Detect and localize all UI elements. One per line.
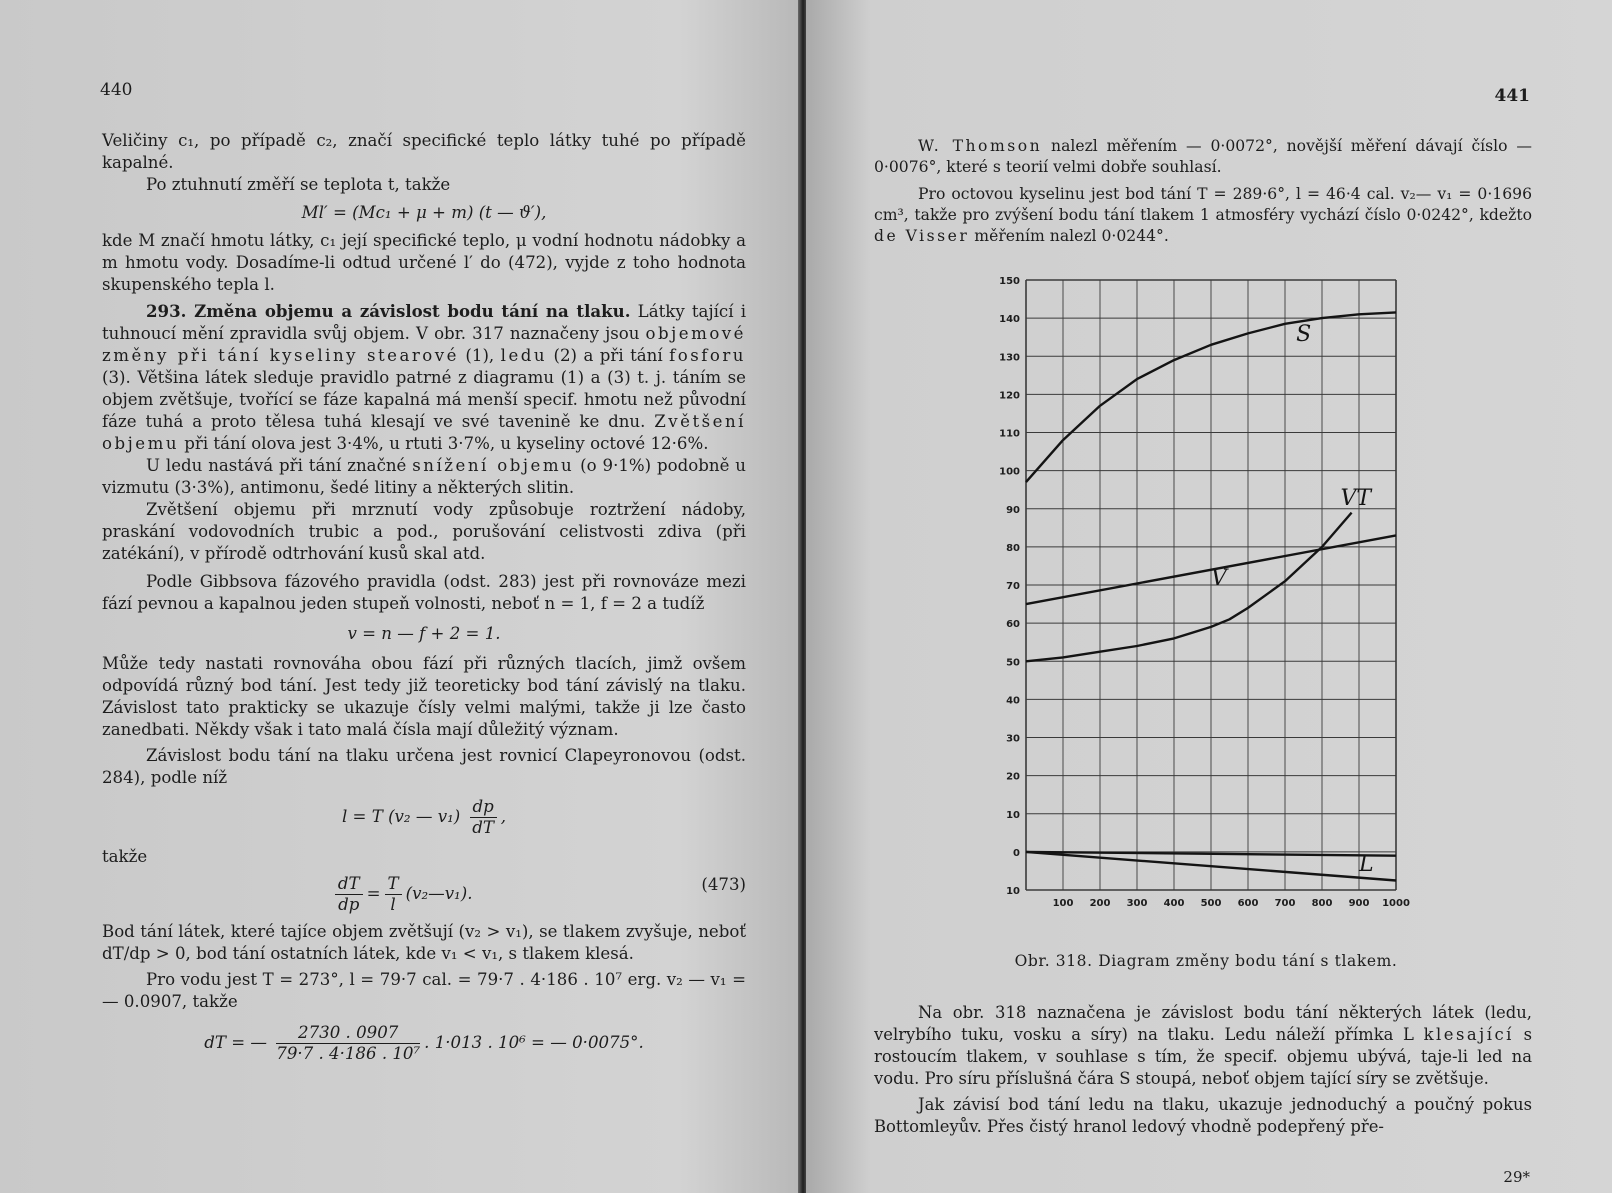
paragraph bbox=[874, 1002, 1532, 1090]
paragraph bbox=[874, 136, 1532, 178]
denominator: dp bbox=[338, 895, 360, 914]
x-tick-labels bbox=[1053, 898, 1410, 909]
left-page-text bbox=[102, 130, 746, 1074]
fraction bbox=[276, 1023, 420, 1064]
x-tick-label: 100 bbox=[1052, 898, 1074, 909]
melting-point-chart bbox=[976, 276, 1416, 936]
paragraph: takže bbox=[102, 847, 148, 866]
numerator: dT bbox=[335, 874, 363, 895]
page-number-right: 441 bbox=[1494, 86, 1530, 106]
fraction bbox=[470, 797, 497, 838]
paragraph bbox=[874, 184, 1532, 247]
x-tick-label: 800 bbox=[1311, 898, 1333, 909]
section-heading: 293. Změna objemu a závislost bodu tání na tlaku. bbox=[146, 301, 631, 321]
text-run: U ledu nastává při tání značné bbox=[146, 456, 413, 475]
equation: Ml′ = (Mc₁ + μ + m) (t — ϑ′), bbox=[301, 203, 547, 222]
y-tick-label: 100 bbox=[999, 466, 1020, 478]
paragraph: Pro vodu jest T = 273°, l = 79·7 cal. = 79·7 . 4·186 . 10⁷ erg. v₂ — v₁ = — 0.0907, takže bbox=[102, 970, 746, 1011]
y-tick-label: 60 bbox=[1006, 619, 1020, 631]
paragraph: Veličiny c₁, po případě c₂, značí specifické teplo látky tuhé po případě kapalné. bbox=[102, 131, 746, 172]
right-page-text-top bbox=[874, 136, 1532, 247]
series-label: VT bbox=[1340, 485, 1372, 511]
y-tick-label: 40 bbox=[1006, 695, 1020, 707]
spaced-text: de Visser bbox=[874, 227, 970, 245]
x-tick-label: 700 bbox=[1274, 898, 1296, 909]
paragraph bbox=[102, 455, 746, 499]
right-page bbox=[806, 0, 1612, 1193]
denominator: 79·7 . 4·186 . 10⁷ bbox=[276, 1044, 421, 1063]
text-run: při tání olova jest 3·4%, u rtuti 3·7%, u kyseliny octové 12·6%. bbox=[179, 434, 709, 453]
denominator: dT bbox=[472, 818, 494, 837]
y-tick-label: 90 bbox=[1006, 504, 1020, 516]
y-tick-label: 150 bbox=[999, 276, 1020, 287]
right-page-text-bottom bbox=[874, 1002, 1532, 1138]
text-run: nalezl měřením — 0·0072°, novější měření dávají číslo — 0·0076°, které s teorií velmi dobře souhlasí. bbox=[874, 137, 1532, 176]
x-tick-label: 1000 bbox=[1382, 898, 1410, 909]
y-tick-label: 10 bbox=[1006, 809, 1020, 821]
numerator: T bbox=[385, 874, 402, 895]
paragraph: kde M značí hmotu látky, c₁ její specifické teplo, μ vodní hodnotu nádobky a m hmotu vody. Dosadíme-li odtud určené l′ do (472), vyjde z toho hodnota skupenského tepla l. bbox=[102, 231, 746, 294]
y-tick-label: 10 bbox=[1006, 886, 1020, 897]
page-number-left: 440 bbox=[100, 80, 133, 100]
numerator: dp bbox=[470, 797, 497, 818]
equation: v = n — f + 2 = 1. bbox=[347, 624, 501, 643]
text-run: Na obr. 318 naznačena je závislost bodu tání některých látek (ledu, velrybího tuku, vosku a síry) na tlaku. Ledu náleží přímka L bbox=[874, 1003, 1532, 1044]
left-page bbox=[0, 0, 800, 1193]
x-tick-label: 200 bbox=[1089, 898, 1111, 909]
y-tick-label: 130 bbox=[999, 352, 1020, 364]
numerator: 2730 . 0907 bbox=[276, 1023, 420, 1044]
y-tick-label: 50 bbox=[1006, 657, 1020, 669]
spaced-text: objemové změny při tání kyseliny stearové bbox=[102, 324, 746, 365]
spaced-text: Zvětšení objemu bbox=[102, 412, 746, 453]
water-equation bbox=[102, 1023, 746, 1064]
equation-text: (v₂—v₁). bbox=[405, 884, 473, 903]
text-run: (2) a při tání bbox=[547, 346, 670, 365]
spaced-text: snížení objemu bbox=[412, 456, 575, 475]
y-tick-label: 30 bbox=[1006, 733, 1020, 745]
text-run: Pro octovou kyselinu jest bod tání T = 289·6°, l = 46·4 cal. v₂— v₁ = 0·1696 cm³, takže pro zvýšení bodu tání tlakem 1 atmosféry vychází číslo 0·0242°, kdežto bbox=[874, 185, 1532, 224]
section-293 bbox=[102, 300, 746, 455]
equation-number: (473) bbox=[701, 875, 746, 894]
figure-caption: Obr. 318. Diagram změny bodu tání s tlakem. bbox=[1014, 952, 1398, 970]
paragraph: Jak závisí bod tání ledu na tlaku, ukazuje jednoduchý a poučný pokus Bottomleyův. Přes čistý hranol ledový vhodně podepřený pře- bbox=[874, 1095, 1532, 1136]
paragraph: Zvětšení objemu při mrznutí vody způsobuje roztržení nádoby, praskání vodovodních trubic a pod., porušování celistvosti zdiva (při zatékání), v přírodě odtrhování kusů skal atd. bbox=[102, 500, 746, 563]
y-tick-label: 20 bbox=[1006, 771, 1020, 783]
x-tick-label: 900 bbox=[1348, 898, 1370, 909]
equation-text: = bbox=[366, 884, 381, 903]
paragraph: Podle Gibbsova fázového pravidla (odst. 283) jest při rovnováze mezi fází pevnou a kapalnou jeden stupeň volnosti, neboť n = 1, f = 2 a tudíž bbox=[102, 572, 746, 613]
fraction bbox=[335, 874, 363, 915]
series-label: V bbox=[1211, 566, 1227, 591]
spaced-text: fosforu bbox=[669, 346, 746, 365]
y-tick-label: 140 bbox=[999, 314, 1020, 326]
x-tick-label: 400 bbox=[1163, 898, 1185, 909]
equation-text: , bbox=[500, 807, 507, 826]
text-run: měřením nalezl 0·0244°. bbox=[969, 227, 1169, 245]
paragraph: Může tedy nastati rovnováha obou fází při různých tlacích, jimž ovšem odpovídá různý bod tání. Jest tedy již teoreticky bod tání závislý na tlaku. Závislost tato prakticky se ukazuje čísly velmi malými, takže ji lze často zanedbati. Někdy však i tato malá čísla mají důležitý význam. bbox=[102, 654, 746, 739]
x-tick-label: 300 bbox=[1126, 898, 1148, 909]
paragraph: Bod tání látek, které tajíce objem zvětšují (v₂ > v₁), se tlakem zvyšuje, neboť dT/dp > 0, bod tání ostatních látek, kde v₁ < v₁, s tlakem klesá. bbox=[102, 922, 746, 963]
text-run: (o 9·1%) podobně u vizmutu (3·3%), antimonu, šedé litiny a některých slitin. bbox=[102, 456, 746, 497]
paragraph: Po ztuhnutí změří se teplota t, takže bbox=[146, 175, 451, 194]
series-line-VT bbox=[1026, 513, 1352, 662]
y-tick-label: 0 bbox=[1013, 847, 1020, 859]
series-label: S bbox=[1296, 322, 1312, 347]
text-run: s rostoucím tlakem, v souhlase s tím, že specif. objemu ubývá, taje-li led na vodu. Pro síru příslušná čára S stoupá, neboť objem tající síry se zvětšuje. bbox=[874, 1025, 1532, 1088]
spaced-text: W. Thomson bbox=[918, 137, 1043, 155]
y-tick-label: 120 bbox=[999, 390, 1020, 402]
spaced-text: ledu bbox=[500, 346, 548, 365]
text-run: Látky tající i tuhnoucí mění zpravidla svůj objem. V obr. 317 naznačeny jsou bbox=[102, 302, 746, 343]
equation-text: dT = — bbox=[204, 1033, 267, 1052]
clapeyron-equation bbox=[102, 797, 746, 838]
y-tick-label: 110 bbox=[999, 428, 1020, 440]
denominator: l bbox=[390, 895, 396, 914]
y-tick-labels bbox=[999, 276, 1020, 897]
x-tick-label: 600 bbox=[1237, 898, 1259, 909]
y-tick-label: 70 bbox=[1006, 581, 1020, 592]
y-tick-label: 80 bbox=[1006, 542, 1020, 554]
equation-text: l = T (v₂ — v₁) bbox=[341, 807, 461, 826]
paragraph: Závislost bodu tání na tlaku určena jest rovnicí Clapeyronovou (odst. 284), podle níž bbox=[102, 746, 746, 787]
series-label: L bbox=[1359, 851, 1374, 877]
fraction bbox=[385, 874, 402, 915]
equation-473 bbox=[102, 874, 746, 915]
text-run: (1), bbox=[458, 346, 501, 365]
signature-mark: 29* bbox=[1503, 1168, 1530, 1186]
text-run: (3). Většina látek sleduje pravidlo patrné z diagramu (1) a (3) t. j. táním se objem zvětšuje, tvořící se fáze kapalná má menší specif. hmotu než původní fáze tuhá a proto tělesa tuhá klesají ve své tavenině ke dnu. bbox=[102, 368, 746, 431]
x-tick-label: 500 bbox=[1200, 898, 1222, 909]
chart-svg bbox=[976, 276, 1416, 936]
spaced-text: klesající bbox=[1423, 1025, 1514, 1044]
equation-text: . 1·013 . 10⁶ = — 0·0075°. bbox=[424, 1033, 644, 1052]
